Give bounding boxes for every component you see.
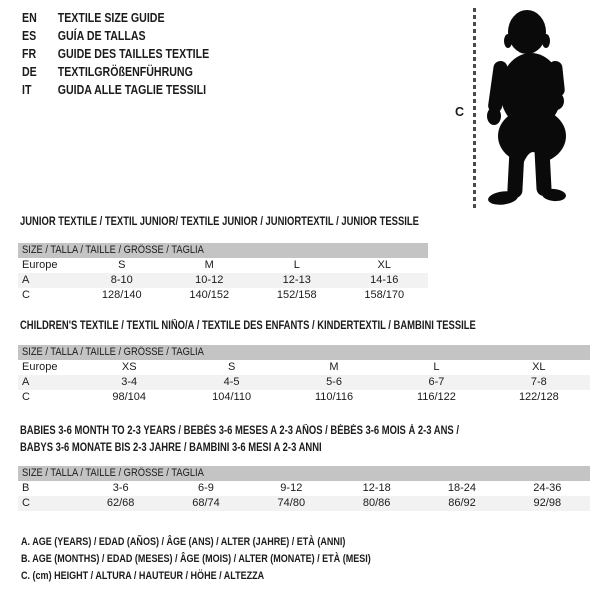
table-row-europe <box>18 258 428 273</box>
language-label: TEXTILE SIZE GUIDE <box>57 11 165 25</box>
babies-title-line1: BABIES 3-6 MONTH TO 2-3 YEARS / BEBÉS 3-6 MESES A 2-3 AÑOS / BÉBÉS 3-6 MOIS À 2-3 ANS / <box>20 425 459 437</box>
months-cell: 12-18 <box>362 482 391 494</box>
height-cell: 98/104 <box>112 391 147 403</box>
language-row-en <box>22 9 209 27</box>
height-cell: 110/116 <box>314 391 354 403</box>
language-code: DE <box>22 65 37 79</box>
size-header-text: SIZE / TALLA / TAILLE / GRÖSSE / TAGLIA <box>22 346 204 358</box>
age-cell: 3-4 <box>121 376 138 388</box>
size-header-bar <box>18 243 428 258</box>
months-cell: 18-24 <box>447 482 477 494</box>
row-label: C <box>22 497 30 509</box>
footnote-b: B. AGE (MONTHS) / EDAD (MESES) / ÂGE (MOIS) / ALTER (MONATE) / ETÀ (MESI) <box>21 553 371 565</box>
language-code: IT <box>22 83 32 97</box>
language-label: GUIDA ALLE TAGLIE TESSILI <box>57 83 207 97</box>
size-header-bar <box>18 345 590 360</box>
height-cell: 116/122 <box>416 391 456 403</box>
size-cell: XL <box>532 361 546 373</box>
babies-title-line2: BABYS 3-6 MONATE BIS 2-3 JAHRE / BAMBINI 3-6 MESI A 2-3 ANNI <box>20 442 322 454</box>
age-cell: 5-6 <box>326 376 342 388</box>
height-cell: 68/74 <box>192 497 220 509</box>
size-cell: S <box>118 259 126 271</box>
row-label: C <box>22 391 30 403</box>
size-cell: XL <box>377 259 391 271</box>
baby-silhouette-icon <box>486 6 590 210</box>
age-cell: 4-5 <box>223 376 240 388</box>
age-cell: 7-8 <box>530 376 547 388</box>
footnotes <box>21 534 448 585</box>
language-code: ES <box>22 29 37 43</box>
height-cell: 92/98 <box>533 497 562 509</box>
height-cell: 62/68 <box>106 497 135 509</box>
height-cell: 74/80 <box>277 497 306 509</box>
size-cell: S <box>227 361 236 373</box>
height-cell: 158/170 <box>364 289 405 301</box>
size-cell: XS <box>121 361 137 373</box>
months-cell: 3-6 <box>112 482 129 494</box>
babies-size-table <box>18 466 590 511</box>
language-guide-list <box>22 9 242 99</box>
size-cell: L <box>293 259 300 271</box>
table-rows <box>18 258 428 303</box>
row-label: A <box>22 376 30 388</box>
table-row-height <box>18 390 590 405</box>
months-cell: 9-12 <box>280 482 303 494</box>
age-cell: 8-10 <box>110 274 133 286</box>
age-cell: 14-16 <box>370 274 399 286</box>
language-row-it <box>22 81 209 99</box>
table-rows <box>18 481 590 511</box>
row-label: Europe <box>22 361 58 373</box>
height-cell: 104/110 <box>212 391 252 403</box>
age-cell: 10-12 <box>195 274 224 286</box>
months-cell: 6-9 <box>198 482 214 494</box>
table-row-months <box>18 481 590 496</box>
table-row-height <box>18 496 590 511</box>
table-row-height <box>18 288 428 303</box>
height-cell: 128/140 <box>101 289 142 301</box>
height-cell: 122/128 <box>518 391 559 403</box>
table-row-age <box>18 273 428 288</box>
height-cell: 80/86 <box>362 497 391 509</box>
height-cell: 86/92 <box>448 497 476 509</box>
table-rows <box>18 360 590 405</box>
children-table-title: CHILDREN'S TEXTILE / TEXTIL NIÑO/A / TEXTILE DES ENFANTS / KINDERTEXTIL / BAMBINI TESSILE <box>20 320 476 332</box>
language-label: TEXTILGRÖßENFÜHRUNG <box>57 65 193 79</box>
junior-table-title: JUNIOR TEXTILE / TEXTIL JUNIOR/ TEXTILE JUNIOR / JUNIORTEXTIL / JUNIOR TESSILE <box>20 216 419 228</box>
language-row-fr <box>22 45 209 63</box>
size-header-bar <box>18 466 590 481</box>
junior-size-table <box>18 243 428 303</box>
size-cell: L <box>433 361 440 373</box>
age-cell: 6-7 <box>428 376 445 388</box>
size-header-text: SIZE / TALLA / TAILLE / GRÖSSE / TAGLIA <box>22 467 204 479</box>
height-marker-label: C <box>455 105 465 119</box>
row-label: B <box>22 482 30 494</box>
footnote-c: C. (cm) HEIGHT / ALTURA / HAUTEUR / HÖHE / ALTEZZA <box>21 570 265 582</box>
language-row-es <box>22 27 209 45</box>
language-label: GUIDE DES TAILLES TEXTILE <box>57 47 210 61</box>
size-cell: M <box>204 259 214 271</box>
months-cell: 24-36 <box>533 482 562 494</box>
height-cell: 140/152 <box>189 289 230 301</box>
size-header-text: SIZE / TALLA / TAILLE / GRÖSSE / TAGLIA <box>22 244 204 256</box>
language-code: FR <box>22 47 37 61</box>
babies-table-title <box>20 423 459 457</box>
row-label: A <box>22 274 30 286</box>
height-cell: 152/158 <box>276 289 317 301</box>
table-row-europe <box>18 360 590 375</box>
language-label: GUÍA DE TALLAS <box>57 29 146 43</box>
row-label: Europe <box>22 259 58 271</box>
age-cell: 12-13 <box>282 274 311 286</box>
language-row-de <box>22 63 209 81</box>
children-size-table <box>18 345 590 405</box>
table-row-age <box>18 375 590 390</box>
footnote-a: A. AGE (YEARS) / EDAD (AÑOS) / ÂGE (ANS) / ALTER (JAHRE) / ETÀ (ANNI) <box>21 536 346 548</box>
language-code: EN <box>22 11 37 25</box>
height-dashed-line <box>473 8 476 211</box>
size-cell: M <box>329 361 339 373</box>
row-label: C <box>22 289 30 301</box>
